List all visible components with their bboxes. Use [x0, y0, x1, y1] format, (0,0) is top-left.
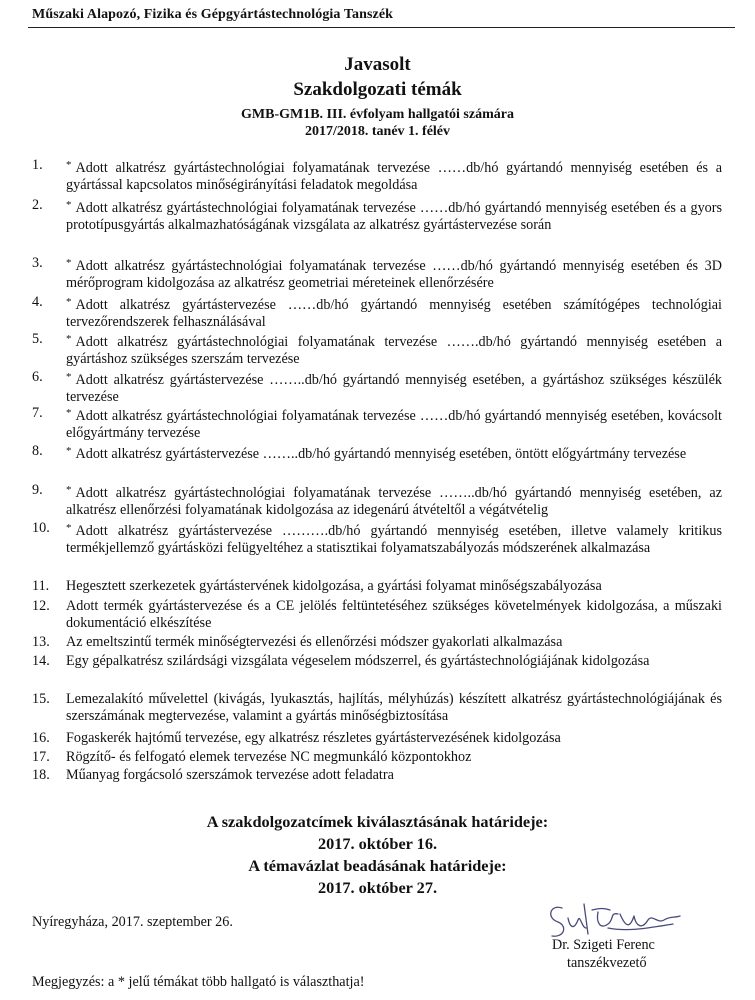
subtitle-line2: 2017/2018. tanév 1. félév: [304, 124, 451, 139]
topic-number: 18.: [32, 767, 50, 783]
star-marker: *: [66, 371, 72, 383]
topic-item-3: [32, 255, 722, 293]
topic-item-2: [32, 197, 722, 235]
subtitle-line1: GMB-GM1B. III. évfolyam hallgatói számára: [241, 107, 514, 122]
deadline-selection-date: 2017. október 16.: [317, 834, 438, 853]
title-line2: Szakdolgozati témák: [293, 79, 462, 100]
topic-item-15: [32, 691, 722, 726]
topic-item-8: [32, 443, 722, 463]
topic-number: 8.: [32, 443, 43, 459]
place-date: Nyíregyháza, 2017. szeptember 26.: [32, 914, 233, 930]
topic-item-17: [32, 749, 722, 766]
topic-text: Adott alkatrész gyártástechnológiai folyamatának tervezése ……..db/hó gyártandó mennyiség esetében, az alkatrész ellenőrzési folyamatának kidolgozása az idegenárú átvételtől a végátvételig: [66, 485, 722, 519]
topic-item-13: [32, 634, 722, 651]
signer-name: Dr. Szigeti Ferenc: [552, 937, 655, 953]
topic-item-9: [32, 482, 722, 520]
topic-item-4: [32, 294, 722, 332]
topic-item-14: [32, 653, 722, 670]
star-marker: *: [66, 333, 72, 345]
star-marker: *: [66, 159, 72, 171]
topic-item-5: [32, 331, 722, 369]
topic-number: 2.: [32, 197, 43, 213]
topic-number: 6.: [32, 369, 43, 385]
deadline-outline-date: 2017. október 27.: [317, 878, 438, 897]
topic-text: Adott alkatrész gyártástechnológiai folyamatának tervezése ……db/hó gyártandó mennyiség esetében és 3D mérőprogram kidolgozása az alkatrész geometriai méreteinek ellenőrzésére: [66, 258, 722, 292]
topic-number: 13.: [32, 634, 50, 650]
topic-text: Műanyag forgácsoló szerszámok tervezése adott feladatra: [66, 767, 394, 783]
topic-number: 15.: [32, 691, 50, 707]
topic-number: 17.: [32, 749, 50, 765]
topic-text: Adott termék gyártástervezése és a CE jelölés feltüntetéséhez szükséges követelmények kidolgozása, a műszaki dokumentáció elkészítése: [66, 598, 722, 632]
topic-number: 3.: [32, 255, 43, 271]
star-marker: *: [66, 199, 72, 211]
star-marker: *: [66, 257, 72, 269]
topic-item-11: [32, 578, 722, 595]
topic-text: Adott alkatrész gyártástervezése ……db/hó gyártandó mennyiség esetében számítógépes technológiai tervezőrendszerek felhasználásával: [66, 297, 722, 331]
footnote: Megjegyzés: a * jelű témákat több hallgató is választhatja!: [32, 974, 365, 990]
star-marker: *: [66, 445, 72, 457]
topic-text: Az emeltszintű termék minőségtervezési és ellenőrzési módszer gyakorlati alkalmazása: [66, 634, 563, 650]
topic-text: Adott alkatrész gyártástechnológiai folyamatának tervezése ……db/hó gyártandó mennyiség esetében és a gyors prototípusgyártás alkalmazhatóságának vizsgálata az alkatrész gyártástervezése során: [66, 200, 722, 234]
topic-item-7: [32, 405, 722, 443]
topic-number: 9.: [32, 482, 43, 498]
topic-text: Adott alkatrész gyártástervezése ……..db/hó gyártandó mennyiség esetében, öntött előgyártmány tervezése: [75, 446, 687, 462]
deadline-outline-label: A témavázlat beadásának határideje:: [248, 856, 507, 875]
handwritten-signature: [538, 898, 688, 942]
star-marker: *: [66, 484, 72, 496]
department-header: Műszaki Alapozó, Fizika és Gépgyártástechnológia Tanszék: [32, 7, 394, 22]
header-rule: [28, 27, 735, 28]
topic-number: 7.: [32, 405, 43, 421]
topic-number: 10.: [32, 520, 50, 536]
star-marker: *: [66, 522, 72, 534]
topic-text: Hegesztett szerkezetek gyártástervének kidolgozása, a gyártási folyamat minőségszabályozása: [66, 578, 602, 594]
topic-item-16: [32, 730, 722, 747]
topic-text: Lemezalakító művelettel (kivágás, lyukasztás, hajlítás, mélyhúzás) készített alkatrész gyártástechnológiájának és szerszámának megtervezése, valamint a gyártás minőségbiztosítása: [66, 691, 722, 725]
topic-item-12: [32, 598, 722, 633]
topic-text: Adott alkatrész gyártástechnológiai folyamatának tervezése ……db/hó gyártandó mennyiség esetében, kovácsolt előgyártmány tervezése: [66, 408, 722, 442]
topic-number: 1.: [32, 157, 43, 173]
topic-item-18: [32, 767, 722, 784]
topic-text: Fogaskerék hajtómű tervezése, egy alkatrész részletes gyártástervezésének kidolgozása: [66, 730, 561, 746]
topic-number: 4.: [32, 294, 43, 310]
star-marker: *: [66, 296, 72, 308]
topic-item-1: [32, 157, 722, 195]
deadline-selection-label: A szakdolgozatcímek kiválasztásának határideje:: [206, 812, 549, 831]
topic-item-6: [32, 369, 722, 407]
topic-text: Adott alkatrész gyártástechnológiai folyamatának tervezése ……db/hó gyártandó mennyiség esetében és a gyártással kapcsolatos minőségirányítási feladatok megoldása: [66, 160, 722, 194]
topic-number: 5.: [32, 331, 43, 347]
topic-number: 12.: [32, 598, 50, 614]
title-line1: Javasolt: [344, 54, 411, 75]
topic-text: Adott alkatrész gyártástervezése ……..db/hó gyártandó mennyiség esetében, a gyártáshoz szükséges készülék tervezése: [66, 372, 722, 406]
topic-item-10: [32, 520, 722, 558]
signer-title: tanszékvezető: [567, 955, 647, 971]
topic-number: 16.: [32, 730, 50, 746]
topic-text: Adott alkatrész gyártástechnológiai folyamatának tervezése …….db/hó gyártandó mennyiség esetében a gyártáshoz szükséges szerszám tervezése: [66, 334, 722, 368]
topic-number: 14.: [32, 653, 50, 669]
topic-text: Rögzítő- és felfogató elemek tervezése NC megmunkáló központokhoz: [66, 749, 472, 765]
star-marker: *: [66, 407, 72, 419]
topic-number: 11.: [32, 578, 50, 594]
topic-text: Adott alkatrész gyártástervezése ……….db/hó gyártandó mennyiség esetében, illetve valamely kritikus termékjellemző gyártásközi felügyeltéhez a statisztikai folyamatszabályozás módszerének alkalmazása: [66, 523, 722, 557]
topic-text: Egy gépalkatrész szilárdsági vizsgálata végeselem módszerrel, és gyártástechnológiájának kidolgozása: [66, 653, 650, 669]
